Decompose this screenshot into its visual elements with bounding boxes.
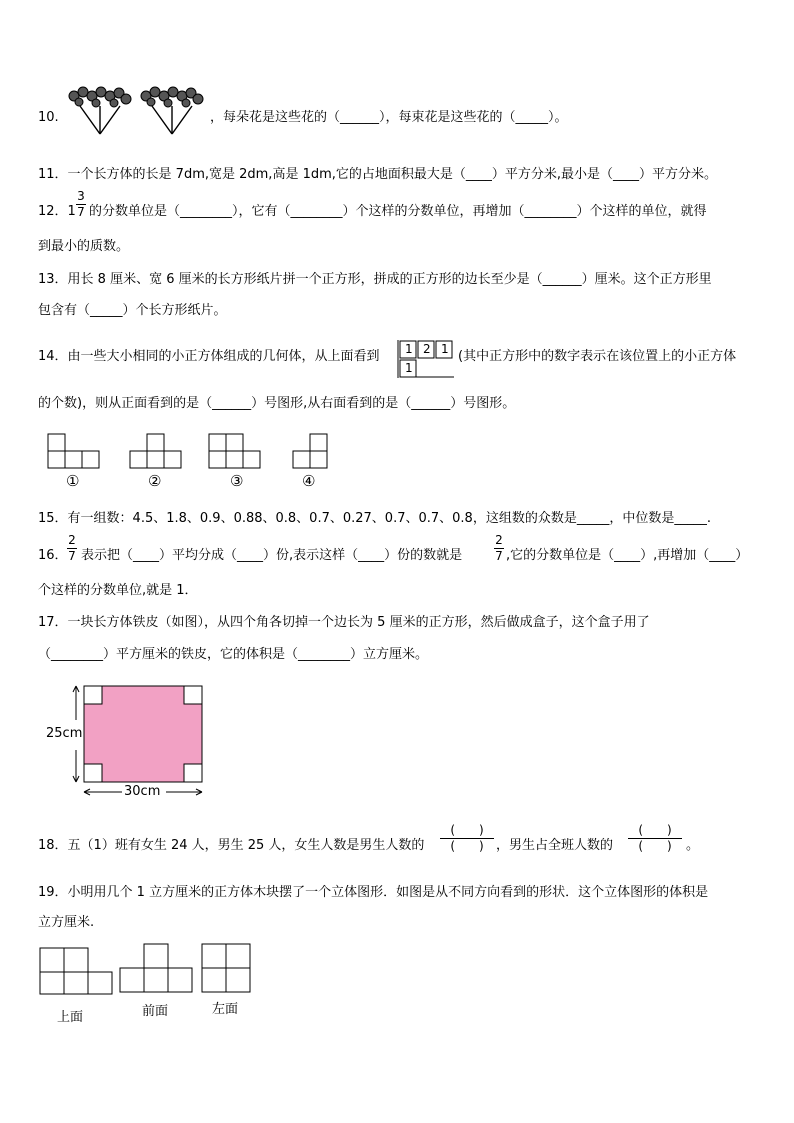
q18-fraction-bottom: ( )	[638, 839, 672, 853]
q16-fraction-numerator: 2	[495, 533, 503, 547]
q14-grid-cell: 1	[405, 342, 413, 356]
q14-option-label: ③	[230, 472, 244, 490]
flower-bouquet-icon	[66, 86, 206, 138]
q16-fraction-2	[494, 534, 504, 563]
q11-text: 11．一个长方体的长是 7dm,宽是 2dm,高是 1dm,它的占地面积最大是（____）平方分米,最小是（____）平方分米。	[38, 167, 718, 182]
q19-view-label-left: 左面	[212, 1002, 239, 1017]
q16-text-line1a: 表示把（____）平均分成（____）份,表示这样（____）份的数就是	[81, 548, 463, 563]
q14-text-line1a: 14．由一些大小相同的小正方体组成的几何体，从上面看到	[38, 349, 380, 364]
q12-fraction	[76, 190, 86, 219]
q14-option-label: ②	[148, 472, 162, 490]
q12-fraction-numerator: 3	[77, 189, 85, 203]
q12-fraction-denominator: 7	[77, 205, 85, 219]
q12-text-line2: 到最小的质数。	[38, 239, 130, 254]
q17-sheet-diagram	[70, 680, 210, 800]
q18-fraction-top: ( )	[638, 823, 672, 837]
q12-number: 12．1	[38, 204, 76, 219]
q16-fraction-numerator: 2	[68, 533, 76, 547]
q14-grid-cell: 2	[423, 342, 431, 356]
q14-grid-cell: 1	[405, 361, 413, 375]
q19-view-label-front: 前面	[142, 1004, 169, 1019]
q15-text: 15．有一组数：4.5、1.8、0.9、0.88、0.8、0.7、0.27、0.7、0.7、0.8，这组数的众数是_____，中位数是_____.	[38, 511, 711, 526]
q18-fraction-blank-1	[440, 824, 494, 853]
q17-text-line2: （________）平方厘米的铁皮，它的体积是（________）立方厘米。	[38, 647, 429, 662]
q10-text: ，每朵花是这些花的（______），每束花是这些花的（_____）。	[210, 110, 568, 125]
q18-text-part2: ，男生占全班人数的	[496, 838, 614, 853]
q18-text-part1: 18．五（1）班有女生 24 人，男生 25 人，女生人数是男生人数的	[38, 838, 425, 853]
q10-number: 10.	[38, 110, 59, 125]
q18-text-part3: 。	[686, 838, 700, 853]
q18-fraction-blank-2	[628, 824, 682, 853]
q16-fraction	[67, 534, 77, 563]
q16-text-line1b: ,它的分数单位是（____）,再增加（____）	[506, 548, 749, 563]
q19-text-line2: 立方厘米.	[38, 915, 95, 930]
q18-fraction-bottom: ( )	[450, 839, 484, 853]
q14-option-shapes	[42, 430, 342, 470]
q14-option-label: ④	[302, 472, 316, 490]
q19-text-line1: 19．小明用几个 1 立方厘米的正方体木块摆了一个立体图形．如图是从不同方向看到的形状．这个立体图形的体积是	[38, 885, 709, 900]
q17-height-label: 25cm	[46, 726, 83, 741]
q16-number: 16．	[38, 548, 68, 563]
q13-text-line2: 包含有（_____）个长方形纸片。	[38, 303, 227, 318]
q18-fraction-top: ( )	[450, 823, 484, 837]
q13-text-line1: 13．用长 8 厘米、宽 6 厘米的长方形纸片拼一个正方形，拼成的正方形的边长至少是（______）厘米。这个正方形里	[38, 272, 712, 287]
q17-text-line1: 17．一块长方体铁皮（如图），从四个角各切掉一个边长为 5 厘米的正方形，然后做成盒子，这个盒子用了	[38, 615, 650, 630]
q14-text-line1b: (其中正方形中的数字表示在该位置上的小正方体	[458, 349, 737, 364]
q19-view-diagrams	[38, 942, 258, 998]
q16-fraction-denominator: 7	[68, 549, 76, 563]
q14-grid-cell: 1	[441, 342, 449, 356]
q17-width-label: 30cm	[124, 784, 161, 799]
q12-text-line1: 的分数单位是（________），它有（________）个这样的分数单位，再增加（________）个这样的单位，就得	[89, 204, 707, 219]
q16-fraction-denominator: 7	[495, 549, 503, 563]
q19-view-label-top: 上面	[57, 1010, 84, 1025]
q14-text-line2: 的个数)，则从正面看到的是（______）号图形,从右面看到的是（______）号图形。	[38, 396, 516, 411]
q16-text-line2: 个这样的分数单位,就是 1．	[38, 583, 198, 598]
q14-option-label: ①	[66, 472, 80, 490]
